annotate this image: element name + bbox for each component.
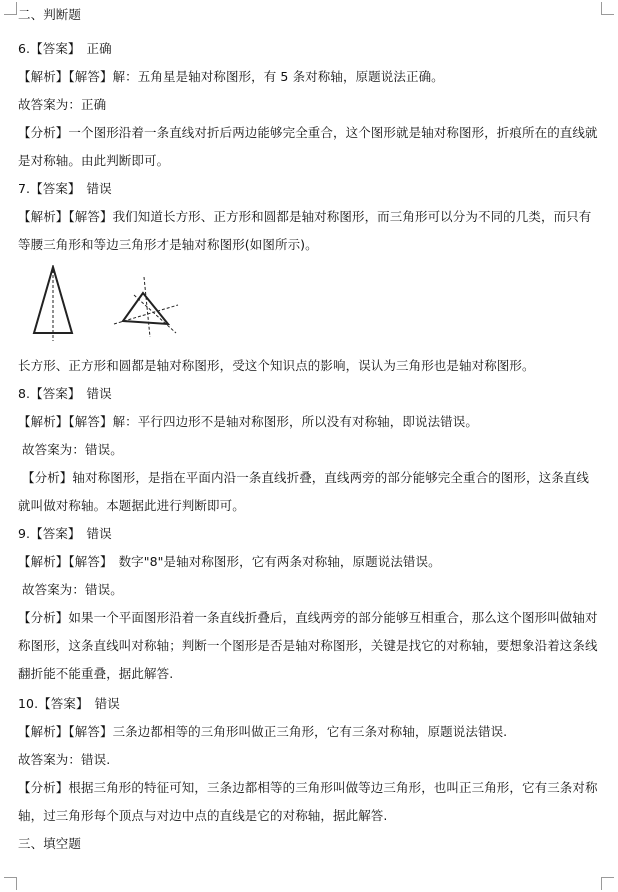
q8-insight-2: 就叫做对称轴。本题据此进行判断即可。 [18, 498, 245, 513]
q10-analysis: 三条边都相等的三角形叫做正三角形，它有三条对称轴，原题说法错误. [112, 724, 508, 739]
q6-answer-tag: 6.【答案】 [18, 41, 81, 56]
q10-insight-tag: 【分析】 [18, 780, 69, 795]
q8-answer: 错误 [86, 386, 112, 401]
q10-answer: 错误 [94, 696, 120, 711]
q9-analysis-tag: 【解析】【解答】 [18, 554, 113, 569]
q6-analysis-line [18, 68, 602, 86]
q6-analysis-tag: 【解析】【解答】 [18, 69, 113, 84]
q8-insight-line [22, 469, 602, 487]
section-title-judge: 二、判断题 [18, 7, 82, 22]
triangle-symmetry-figure [26, 265, 186, 345]
q9-conclusion: 故答案为：错误。 [22, 582, 123, 597]
q6-insight-2: 是对称轴。由此判断即可。 [18, 153, 170, 168]
q6-answer-line [18, 40, 602, 58]
q10-insight-1: 根据三角形的特征可知，三条边都相等的三角形叫做等边三角形，也叫正三角形，它有三条对称 [68, 780, 598, 795]
q8-analysis: 解：平行四边形不是轴对称图形，所以没有对称轴，即说法错误。 [112, 414, 478, 429]
page-corner-mark [601, 2, 614, 15]
q8-answer-tag: 8.【答案】 [18, 386, 81, 401]
q7-answer-line [18, 180, 602, 198]
q10-conclusion: 故答案为：错误. [18, 752, 111, 767]
q9-answer: 错误 [86, 526, 112, 541]
q8-insight-tag: 【分析】 [22, 470, 73, 485]
q7-answer-tag: 7.【答案】 [18, 181, 81, 196]
q9-answer-line [18, 525, 602, 543]
q10-insight-line [18, 779, 602, 797]
q10-insight-2: 轴，过三角形每个顶点与对边中点的直线是它的对称轴，据此解答. [18, 808, 388, 823]
q9-insight-1: 如果一个平面图形沿着一条直线折叠后，直线两旁的部分能够互相重合，那么这个图形叫做轴对 [68, 610, 598, 625]
q6-analysis: 解：五角星是轴对称图形，有 5 条对称轴，原题说法正确。 [112, 69, 444, 84]
isosceles-triangle-icon [34, 265, 72, 341]
q9-analysis: 数字"8"是轴对称图形，它有两条对称轴，原题说法错误。 [118, 554, 441, 569]
q7-after-figure: 长方形、正方形和圆都是轴对称图形，受这个知识点的影响，误认为三角形也是轴对称图形。 [18, 358, 535, 373]
q9-answer-tag: 9.【答案】 [18, 526, 81, 541]
section-title-fill: 三、填空题 [18, 836, 82, 851]
q8-analysis-tag: 【解析】【解答】 [18, 414, 113, 429]
page-corner-mark [4, 2, 17, 15]
q7-answer: 错误 [86, 181, 112, 196]
q10-analysis-line [18, 723, 602, 741]
q7-analysis-1: 我们知道长方形、正方形和圆都是轴对称图形，而三角形可以分为不同的几类，而只有 [112, 209, 592, 224]
q9-insight-3: 翻折能不能重叠，据此解答. [18, 666, 174, 681]
q6-insight-1: 一个图形沿着一条直线对折后两边能够完全重合，这个图形就是轴对称图形，折痕所在的直线就 [68, 125, 598, 140]
equilateral-triangle-icon [114, 277, 178, 337]
q9-insight-tag: 【分析】 [18, 610, 69, 625]
page-corner-mark [601, 877, 614, 890]
q9-analysis-line [18, 553, 602, 571]
q8-conclusion: 故答案为：错误。 [22, 442, 123, 457]
q8-answer-line [18, 385, 602, 403]
q10-answer-line [18, 695, 602, 713]
q6-insight-line [18, 124, 602, 142]
q8-analysis-line [18, 413, 602, 431]
q10-answer-tag: 10.【答案】 [18, 696, 89, 711]
q6-insight-tag: 【分析】 [18, 125, 69, 140]
q6-conclusion: 故答案为：正确 [18, 97, 107, 112]
q10-analysis-tag: 【解析】【解答】 [18, 724, 113, 739]
q6-answer: 正确 [86, 41, 112, 56]
q9-insight-2: 称图形，这条直线叫对称轴；判断一个图形是否是轴对称图形，关键是找它的对称轴，要想象沿着这条线 [18, 638, 598, 653]
q7-analysis-2: 等腰三角形和等边三角形才是轴对称图形(如图所示)。 [18, 237, 318, 252]
q7-analysis-line [18, 208, 602, 226]
q8-insight-1: 轴对称图形，是指在平面内沿一条直线折叠，直线两旁的部分能够完全重合的图形，这条直线 [72, 470, 590, 485]
q7-analysis-tag: 【解析】【解答】 [18, 209, 113, 224]
q9-insight-line [18, 609, 602, 627]
page-corner-mark [4, 877, 17, 890]
